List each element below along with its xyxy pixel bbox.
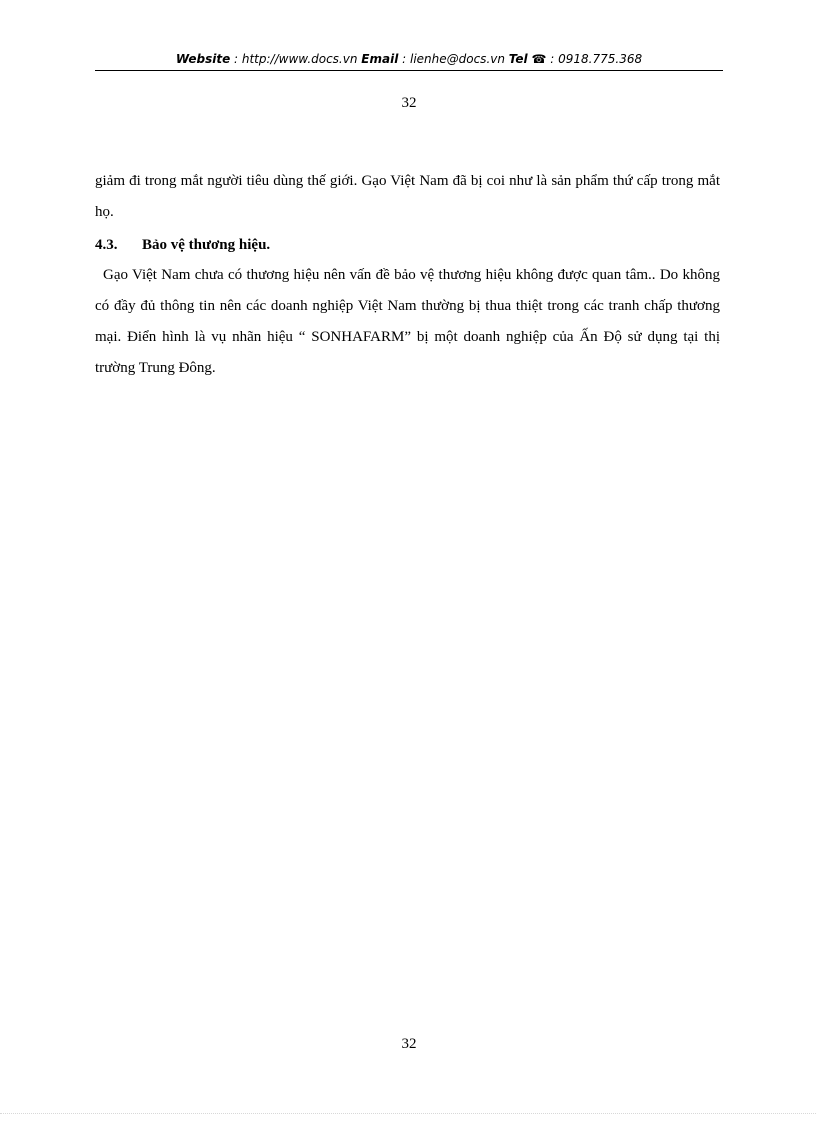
phone-icon: ☎	[531, 52, 547, 66]
page-bottom-edge	[0, 1113, 816, 1114]
section-number: 4.3.	[95, 237, 118, 253]
website-url: : http://www.docs.vn	[230, 52, 362, 66]
page-header	[95, 50, 723, 68]
page-number-bottom: 32	[401, 1036, 417, 1052]
section-heading	[95, 233, 270, 257]
tel-label: Tel	[508, 52, 528, 66]
header-divider	[95, 70, 723, 71]
paragraph-continued: giảm đi trong mắt người tiêu dùng thế giới. Gạo Việt Nam đã bị coi như là sản phẩm thứ cấp trong mắt họ.	[95, 173, 720, 220]
email-label: Email	[361, 52, 399, 66]
paragraph-brand-protection: Gạo Việt Nam chưa có thương hiệu nên vấn đề bảo vệ thương hiệu không được quan tâm.. Do không có đầy đủ thông tin nên các doanh nghiệp Việt Nam thường bị thua thiệt trong các tranh chấp thương mại. Điển hình là vụ nhãn hiệu “ SONHAFARM” bị một doanh nghiệp của Ấn Độ sử dụng tại thị trường Trung Đông.	[95, 267, 720, 376]
email-address: : lienhe@docs.vn	[398, 52, 509, 66]
website-label: Website	[175, 52, 231, 66]
section-title: Bảo vệ thương hiệu.	[142, 237, 271, 253]
tel-number: : 0918.775.368	[546, 52, 643, 66]
page-number-top: 32	[401, 95, 417, 111]
